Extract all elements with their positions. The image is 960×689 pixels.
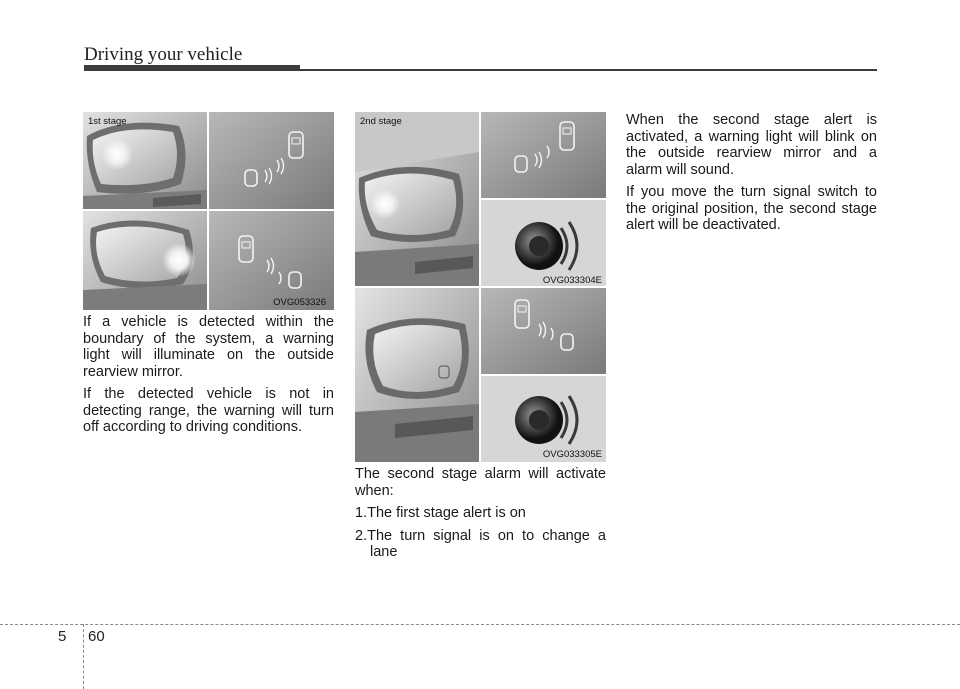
second-stage-label: 2nd stage	[360, 116, 402, 127]
chapter-number: 5	[58, 628, 67, 645]
footer-rule	[0, 624, 960, 625]
second-stage-illustration	[355, 112, 606, 462]
detection-panel-top	[209, 112, 334, 209]
speaker-icon-upper	[481, 200, 606, 286]
header-rule-thick	[84, 65, 300, 71]
header-rule-thin	[300, 69, 877, 71]
paragraph-not-detected: If the detected vehicle is not in detecting range, the warning will turn off according to driving conditions.	[83, 386, 334, 435]
detection-panel-lower	[481, 288, 606, 374]
first-stage-figure	[83, 112, 334, 310]
section-title: Driving your vehicle	[84, 44, 243, 65]
footer-vertical-rule	[83, 624, 84, 689]
mirror-scene-lower	[355, 288, 479, 462]
first-figure-code: OVG053326	[273, 297, 326, 308]
column-1-text	[83, 314, 334, 442]
paragraph-second-stage-activated: When the second stage alert is activated, a warning light will blink on the outside rearview mirror and a alarm will sound.	[626, 112, 877, 178]
paragraph-second-stage-intro: The second stage alarm will activate when:	[355, 466, 606, 499]
mirror-scene-upper	[355, 112, 479, 286]
column-3-text	[626, 112, 877, 240]
list-item: 1.The first stage alert is on	[355, 505, 526, 521]
conditions-list	[355, 505, 606, 561]
detection-panel-bottom	[209, 211, 334, 310]
detection-panel-upper	[481, 112, 606, 198]
second-figure-code-upper: OVG033304E	[542, 275, 602, 286]
second-figure-code-lower: OVG033305E	[542, 449, 602, 460]
page-number: 60	[88, 628, 105, 645]
first-stage-label: 1st stage	[88, 116, 127, 127]
paragraph-second-stage-deactivated: If you move the turn signal switch to the original position, the second stage alert will be deactivated.	[626, 184, 877, 233]
column-2-text	[355, 466, 606, 567]
paragraph-detected: If a vehicle is detected within the boundary of the system, a warning light will illuminate on the outside rearview mirror.	[83, 314, 334, 380]
second-stage-figure	[355, 112, 606, 462]
list-item: 2.The turn signal is on to change a lane	[355, 527, 606, 560]
mirror-scene-bottom	[83, 211, 207, 310]
first-stage-illustration	[83, 112, 334, 310]
